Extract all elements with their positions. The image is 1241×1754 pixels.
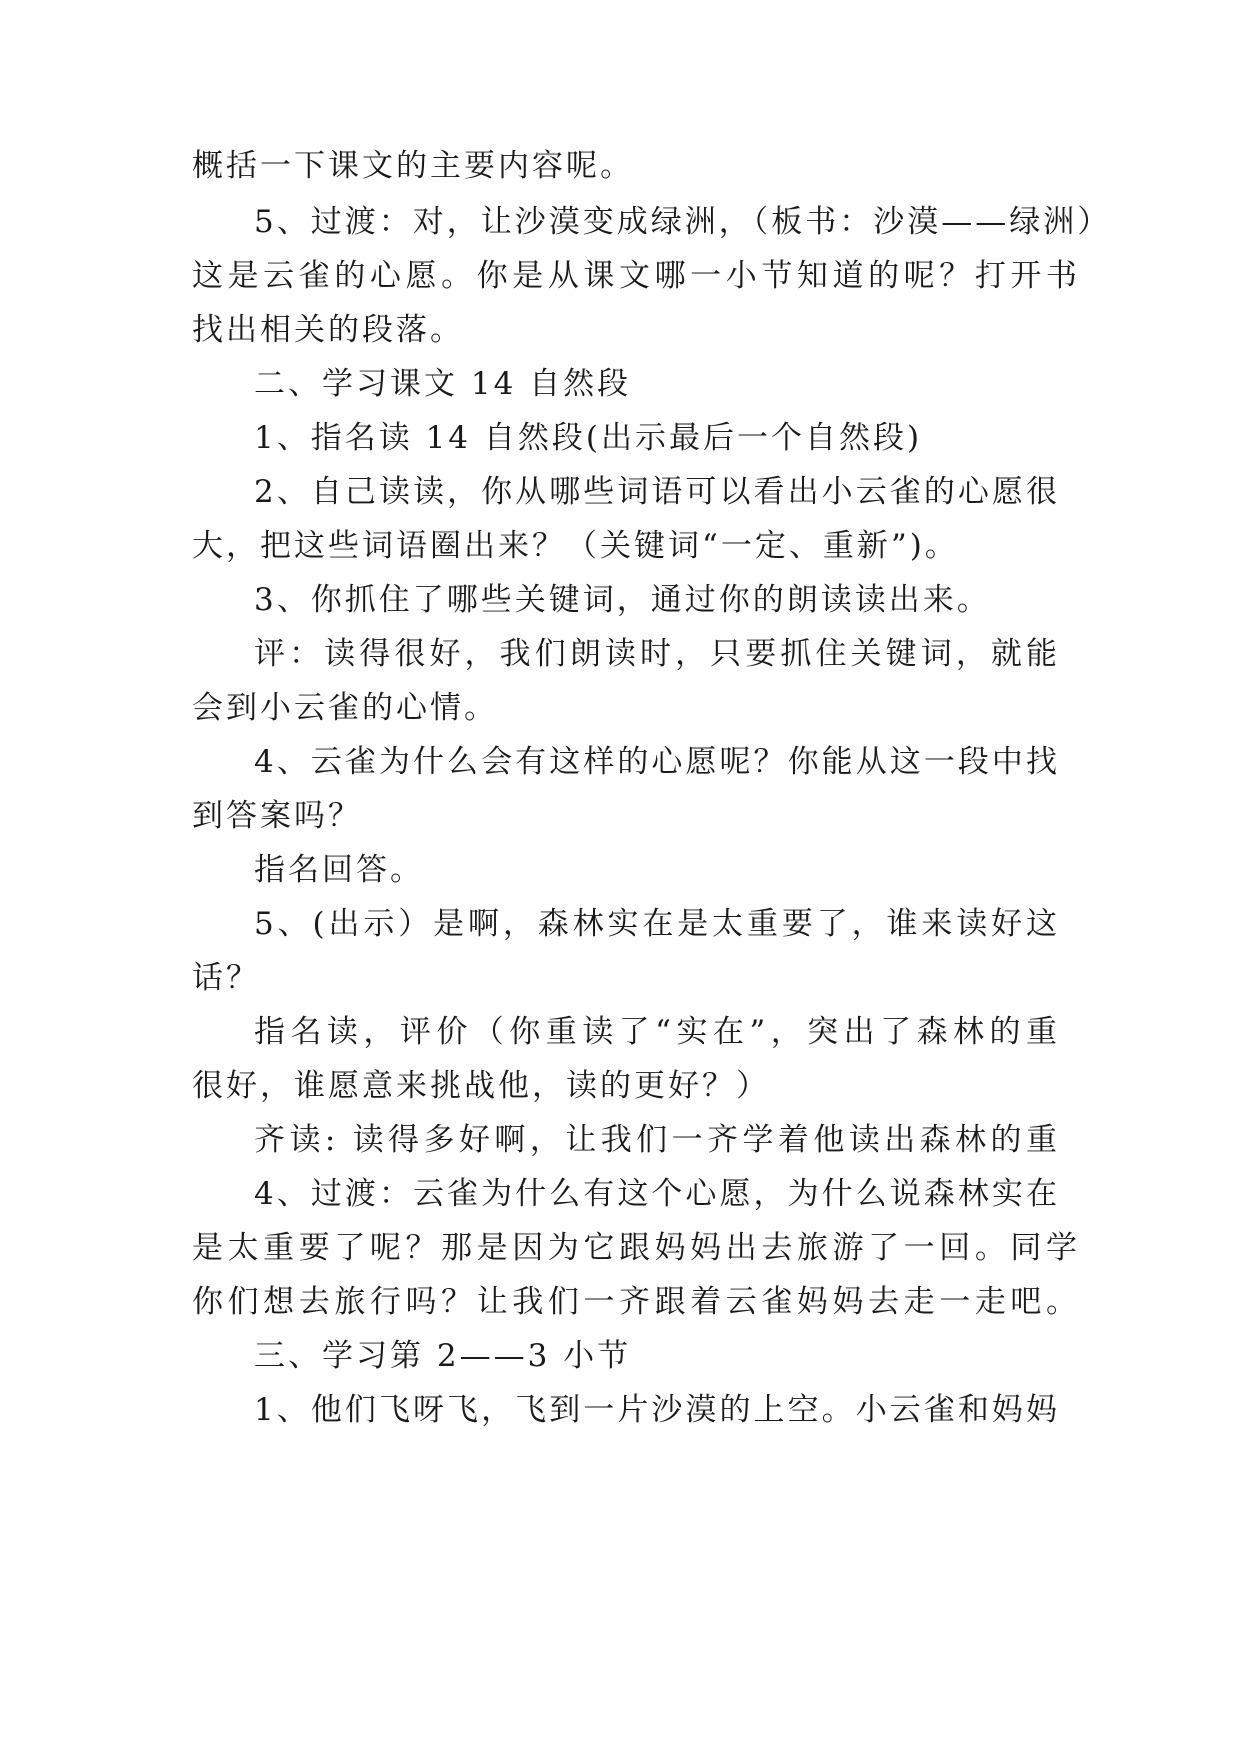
text-line: 5、过渡：对，让沙漠变成绿洲，（板书：沙漠——绿洲） [254, 204, 1112, 240]
text-line: 2、自己读读，你从哪些词语可以看出小云雀的心愿很 [254, 474, 1060, 510]
text-line: 3、你抓住了哪些关键词，通过你的朗读读出来。 [254, 582, 991, 618]
text-line: 评：读得很好，我们朗读时，只要抓住关键词，就能 [254, 636, 1060, 672]
text-line: 你们想去旅行吗？让我们一齐跟着云雀妈妈去走一走吧。 [192, 1284, 1080, 1320]
text-line: 很好，谁愿意来挑战他，读的更好？） [192, 1068, 770, 1104]
text-line: 到答案吗？ [192, 798, 362, 834]
text-line: 找出相关的段落。 [192, 312, 464, 348]
text-line: 1、指名读 14 自然段(出示最后一个自然段) [254, 420, 923, 456]
text-line: 5、(出示）是啊，森林实在是太重要了，谁来读好这 [254, 906, 1060, 942]
text-line: 是太重要了呢？那是因为它跟妈妈出去旅游了一回。同学 [192, 1230, 1080, 1266]
text-line: 话？ [192, 960, 260, 996]
text-line: 4、过渡：云雀为什么有这个心愿，为什么说森林实在 [254, 1176, 1060, 1212]
section-heading: 三、学习第 2——3 小节 [254, 1338, 632, 1374]
text-line: 1、他们飞呀飞，飞到一片沙漠的上空。小云雀和妈妈 [254, 1392, 1060, 1428]
text-line: 齐读: 读得多好啊，让我们一齐学着他读出森林的重 [254, 1122, 1060, 1158]
text-line: 概括一下课文的主要内容呢。 [192, 148, 634, 184]
text-line: 会到小云雀的心情。 [192, 690, 498, 726]
text-line: 指名回答。 [254, 852, 424, 888]
text-line: 4、云雀为什么会有这样的心愿呢？你能从这一段中找 [254, 744, 1060, 780]
section-heading: 二、学习课文 14 自然段 [254, 366, 632, 402]
text-line: 大，把这些词语圈出来？（关键词“一定、重新”)。 [192, 528, 959, 564]
text-line: 指名读，评价（你重读了“实在”，突出了森林的重 [254, 1014, 1060, 1050]
text-line: 这是云雀的心愿。你是从课文哪一小节知道的呢？打开书 [192, 258, 1080, 294]
